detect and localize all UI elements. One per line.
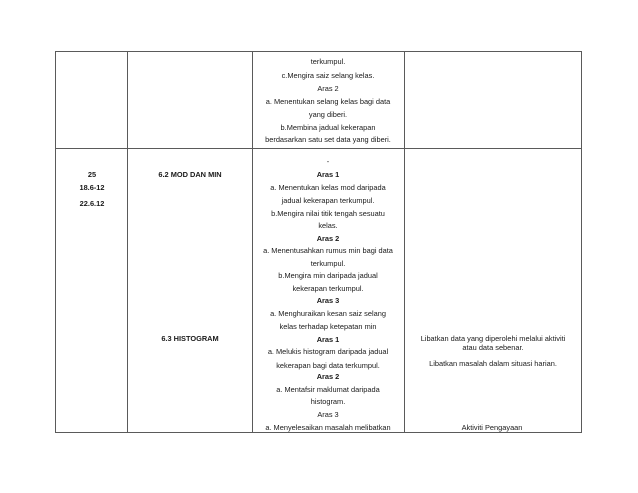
outcome-line: a. Menghuraikan kesan saiz selang [270,309,386,318]
note-real-data: Libatkan data yang diperolehi melalui aktiviti atau data sebenar. [420,334,566,352]
date-to: 22.6.12 [79,199,105,208]
outcome-line: b.Membina jadual kekerapan [280,123,376,132]
outcome-line: a. Melukis histogram daripada jadual [267,347,389,356]
outcome-line: berdasarkan satu set data yang diberi. [265,135,391,144]
column-divider-2 [252,51,253,433]
outcome-line: histogram. [310,397,346,406]
outcome-line: a. Menyelesaikan masalah melibatkan [265,423,391,432]
level-heading: Aras 2 [316,234,340,243]
topic-histogram: 6.3 HISTOGRAM [161,334,219,343]
note-enrichment-activity: Aktiviti Pengayaan [461,423,523,432]
outcome-line: kekerapan terkumpul. [292,284,364,293]
outcome-line: a. Mentafsir maklumat daripada [276,385,380,394]
outcome-line: c.Mengira saiz selang kelas. [281,71,375,80]
level-heading: Aras 1 [316,170,340,179]
level-heading: Aras 2 [317,84,339,93]
outcome-line: terkumpul. [310,57,346,66]
table-top-border [55,51,581,52]
level-heading: Aras 2 [316,372,340,381]
column-divider-3 [404,51,405,433]
outcome-line: kelas terhadap ketepatan min [279,322,377,331]
outcome-line: terkumpul. [310,259,346,268]
outcome-line: a. Menentusahkan rumus min bagi data [263,246,393,255]
table-bottom-border [55,432,581,433]
outcome-line: b.Mengira nilai titik tengah sesuatu [271,209,385,218]
level-heading: Aras 3 [317,410,339,419]
outcome-line: a. Menentukan selang kelas bagi data [265,97,391,106]
dash-marker: - [326,157,330,166]
table-left-border [55,51,56,433]
outcome-line: a. Menentukan kelas mod daripada [270,183,386,192]
week-number: 25 [87,170,97,179]
table-right-border [581,51,582,433]
outcome-line: kekerapan bagi data terkumpul. [276,361,380,370]
column-divider-1 [127,51,128,433]
row-divider [55,148,581,149]
topic-mod-dan-min: 6.2 MOD DAN MIN [158,170,222,179]
level-heading: Aras 3 [316,296,340,305]
outcome-line: b.Mengira min daripada jadual [278,271,378,280]
outcome-line: kelas. [318,221,338,230]
outcome-line: jadual kekerapan terkumpul. [281,196,375,205]
outcome-line: yang diberi. [308,110,348,119]
level-heading: Aras 1 [316,335,340,344]
date-from: 18.6-12 [79,183,105,192]
note-daily-situation: Libatkan masalah dalam situasi harian. [429,359,557,368]
